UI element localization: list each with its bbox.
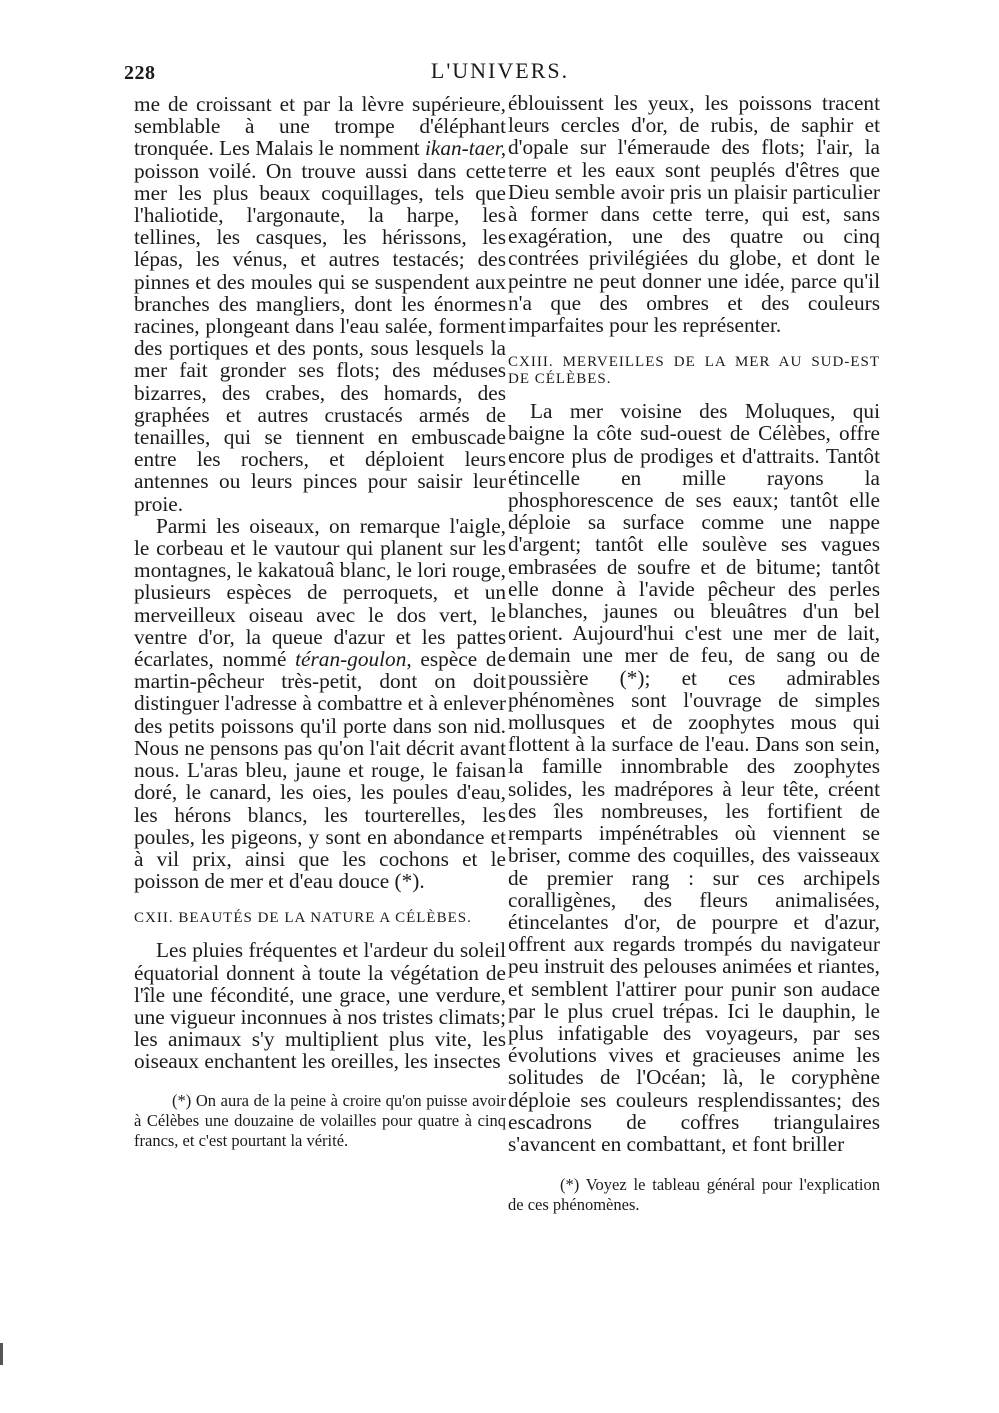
page-number: 228 bbox=[124, 62, 156, 84]
left-paragraph-2-italic: téran-goulon bbox=[295, 647, 407, 672]
section-heading-cxii: CXII. BEAUTÉS DE LA NATURE A CÉLÈBES. bbox=[134, 910, 472, 927]
right-footnote: (*) Voyez le tableau général pour l'explication de ces phénomènes. bbox=[508, 1175, 880, 1215]
left-paragraph-1-italic: ikan-taer, bbox=[424, 136, 507, 161]
left-paragraph-2-text-b: , espèce de martin-pêcheur très-petit, dont on doit distinguer l'adresse à combattre et à enlever des petits poissons qu'il porte dans son nid. Nous ne pensons pas qu'on l'ait décrit avant nous. L'aras bleu, jaune et rouge, le faisan doré, le canard, les oies, les poules d'eau, les hérons blancs, les tourterelles, les poules, les pigeons, y sont en abondance et à vil prix, ainsi que les cochons et le poisson de mer et d'eau douce (*). bbox=[134, 647, 506, 894]
left-paragraph-2-text-a: Parmi les oiseaux, on remarque l'aigle, le corbeau et le vautour qui planent sur les montagnes, le kakatouâ blanc, le lori rouge, plusieurs espèces de perroquets, et un merveilleux oiseau avec le dos vert, le ventre d'or, la queue d'azur et les pattes écarlates, nommé bbox=[134, 513, 506, 672]
right-column bbox=[508, 92, 880, 1215]
left-paragraph-2 bbox=[134, 515, 506, 892]
left-paragraph-1-text-a: me de croissant et par la lèvre supérieure, semblable à une trompe d'éléphant tronquée. Les Malais le nomment bbox=[134, 92, 506, 161]
right-paragraph-2: La mer voisine des Moluques, qui baigne la côte sud-ouest de Célèbes, offre encore plus de prodiges et d'attraits. Tantôt étincelle en mille rayons la phosphorescence de ses eaux; tantôt elle déploie sa surface comme une nappe d'argent; tantôt elle soulève ses vagues embrasées de soufre et de bitume; tantôt elle donne à l'avide pêcheur des perles blanches, jaunes ou bleuâtres d'un bel orient. Aujourd'hui c'est une mer de lait, demain une mer de feu, de sang ou de poussière (*); et ces admirables phénomènes sont l'ouvrage de simples mollusques et de zoophytes mous qui flottent à la surface de l'eau. Dans son sein, la famille innombrable des zoophytes solides, les madrépores à leur tête, créent des îles nombreuses, les fortifient de remparts impénétrables où viennent se briser, comme des coquilles, des vaisseaux de premier rang : sur ces archipels coralligènes, des fleurs animalisées, étincelantes d'or, de pourpre et d'azur, offrent aux regards trompés du navigateur peu instruit des pelouses animées et riantes, et semblent l'attirer pour punir son audace par le plus cruel trépas. Ici le dauphin, le plus infatigable des voyageurs, par ses évolutions vives et gracieuses anime les solitudes de l'Océan; là, le coryphène déploie ses couleurs resplendissantes; des escadrons de coffres triangulaires s'avancent en combattant, et font briller bbox=[508, 399, 881, 1156]
section-heading-cxiii: CXIII. MERVEILLES DE LA MER AU SUD-EST DE CÉLÈBES. bbox=[508, 354, 880, 388]
right-paragraph-1: éblouissent les yeux, les poissons tracent leurs cercles d'or, de rubis, de saphir et d'opale sur l'émeraude des flots; l'air, la terre et les eaux sont peuplés d'êtres que Dieu semble avoir pris un plaisir particulier à former dans cette terre, qui est, sans exagération, une des quatre ou cinq contrées privilégiées du globe, et dont le peintre ne peut donner une idée, parce qu'il n'a que des ombres et des couleurs imparfaites pour les représenter. bbox=[508, 91, 880, 338]
scan-edge-mark bbox=[0, 1343, 3, 1365]
left-paragraph-1 bbox=[134, 93, 506, 515]
left-paragraph-3: Les pluies fréquentes et l'ardeur du soleil équatorial donnent à toute la végétation de l'île une fécondité, une grace, une verdure, une vigueur inconnues à nos tristes climats; les animaux s'y multiplient plus vite, les oiseaux enchantent les oreilles, les insectes bbox=[134, 938, 506, 1074]
left-paragraph-1-text-b: poisson voilé. On trouve aussi dans cette mer les plus beaux coquillages, tels que l'haliotide, l'argonaute, la harpe, les tellines, les casques, les hérissons, les lépas, les vénus, et autres testacés; des pinnes et des moules qui se suspendent aux branches des mangliers, dont les énormes racines, plongeant dans l'eau salée, forment des portiques et des ponts, sous lesquels la mer fait gronder ses flots; des méduses bizarres, des crabes, des homards, des graphées et autres crustacés armés de tenailles, qui se tiennent en embuscade entre les rochers, et déploient leurs antennes ou leurs pinces pour saisir leur proie. bbox=[134, 158, 506, 516]
left-footnote: (*) On aura de la peine à croire qu'on puisse avoir à Célèbes une douzaine de volailles pour quatre à cinq francs, et c'est pourtant la vérité. bbox=[134, 1090, 506, 1150]
left-column bbox=[134, 93, 506, 1151]
running-title: L'UNIVERS. bbox=[430, 58, 570, 83]
